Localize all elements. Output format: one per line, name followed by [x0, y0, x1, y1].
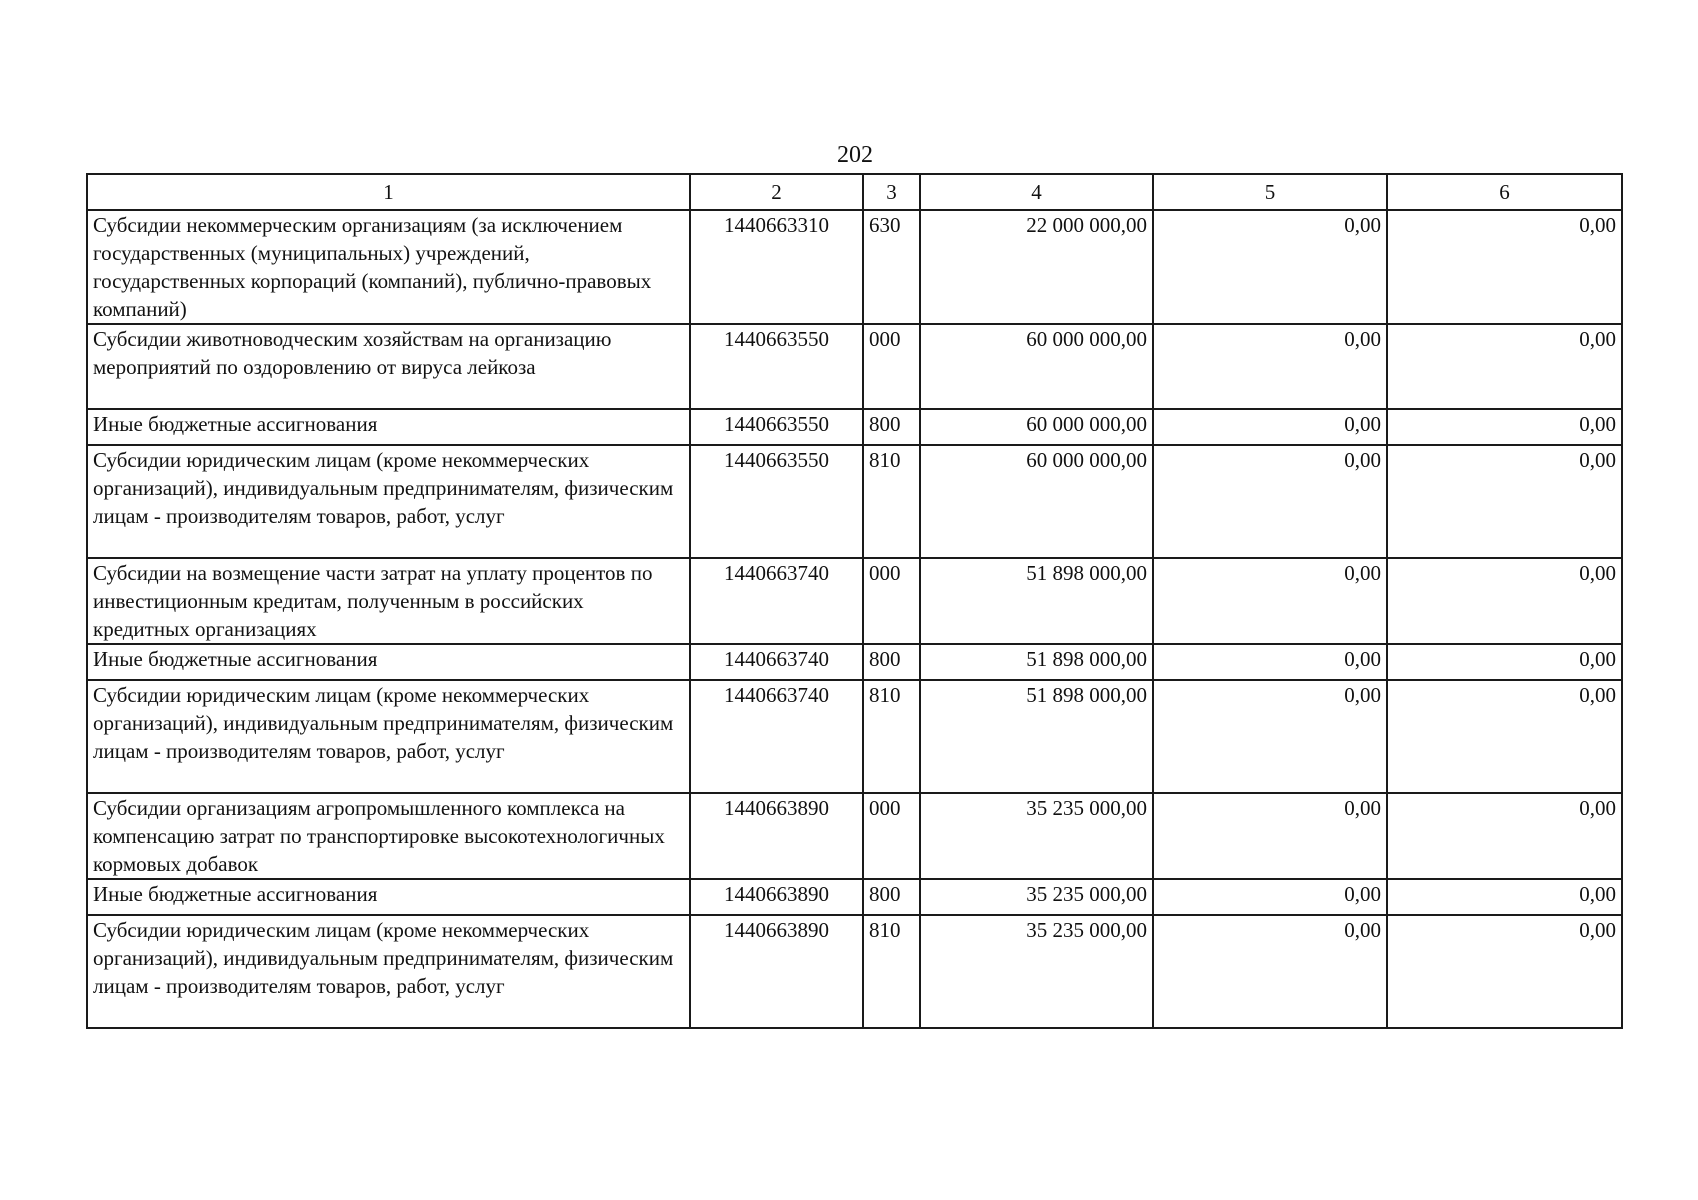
row-target-code: 1440663310 [690, 210, 863, 324]
row-description: Субсидии организациям агропромышленного комплекса на компенсацию затрат по транспортировке высокотехнологичных кормовых добавок [87, 793, 690, 879]
row-target-code: 1440663740 [690, 680, 863, 793]
row-description: Субсидии некоммерческим организациям (за исключением государственных (муниципальных) учреждений, государственных корпораций (компаний), публично-правовых компаний) [87, 210, 690, 324]
row-amount-col5: 0,00 [1153, 793, 1387, 879]
row-amount-col6: 0,00 [1387, 680, 1622, 793]
column-header-6: 6 [1387, 174, 1622, 210]
row-amount-col6: 0,00 [1387, 210, 1622, 324]
row-amount-col5: 0,00 [1153, 879, 1387, 915]
column-header-4: 4 [920, 174, 1153, 210]
row-expense-type: 000 [863, 324, 920, 409]
row-amount-col4: 35 235 000,00 [920, 915, 1153, 1028]
row-description: Субсидии животноводческим хозяйствам на организацию мероприятий по оздоровлению от вируса лейкоза [87, 324, 690, 409]
row-amount-col4: 60 000 000,00 [920, 409, 1153, 445]
column-header-2: 2 [690, 174, 863, 210]
table-row [87, 445, 1622, 558]
row-amount-col6: 0,00 [1387, 445, 1622, 558]
row-target-code: 1440663550 [690, 324, 863, 409]
row-target-code: 1440663890 [690, 879, 863, 915]
table-row [87, 558, 1622, 644]
row-amount-col6: 0,00 [1387, 915, 1622, 1028]
row-description: Субсидии юридическим лицам (кроме некоммерческих организаций), индивидуальным предпринимателям, физическим лицам - производителям товаров, работ, услуг [87, 915, 690, 1028]
row-amount-col4: 22 000 000,00 [920, 210, 1153, 324]
page-number: 202 [837, 142, 873, 168]
row-target-code: 1440663550 [690, 445, 863, 558]
row-amount-col6: 0,00 [1387, 558, 1622, 644]
row-description: Субсидии юридическим лицам (кроме некоммерческих организаций), индивидуальным предпринимателям, физическим лицам - производителям товаров, работ, услуг [87, 445, 690, 558]
table-row [87, 210, 1622, 324]
row-amount-col4: 60 000 000,00 [920, 445, 1153, 558]
row-target-code: 1440663890 [690, 915, 863, 1028]
row-description: Иные бюджетные ассигнования [87, 644, 690, 680]
table-row [87, 409, 1622, 445]
row-expense-type: 000 [863, 558, 920, 644]
row-amount-col4: 51 898 000,00 [920, 680, 1153, 793]
row-expense-type: 800 [863, 644, 920, 680]
column-header-3: 3 [863, 174, 920, 210]
row-expense-type: 810 [863, 680, 920, 793]
column-header-1: 1 [87, 174, 690, 210]
row-amount-col5: 0,00 [1153, 210, 1387, 324]
table-row [87, 644, 1622, 680]
table-header-row [87, 174, 1622, 210]
row-expense-type: 000 [863, 793, 920, 879]
row-amount-col6: 0,00 [1387, 324, 1622, 409]
row-amount-col5: 0,00 [1153, 558, 1387, 644]
row-description: Иные бюджетные ассигнования [87, 879, 690, 915]
row-target-code: 1440663890 [690, 793, 863, 879]
row-description: Субсидии юридическим лицам (кроме некоммерческих организаций), индивидуальным предпринимателям, физическим лицам - производителям товаров, работ, услуг [87, 680, 690, 793]
row-target-code: 1440663550 [690, 409, 863, 445]
row-amount-col4: 60 000 000,00 [920, 324, 1153, 409]
row-amount-col4: 51 898 000,00 [920, 644, 1153, 680]
row-amount-col6: 0,00 [1387, 879, 1622, 915]
row-amount-col5: 0,00 [1153, 644, 1387, 680]
row-amount-col5: 0,00 [1153, 680, 1387, 793]
row-expense-type: 810 [863, 445, 920, 558]
row-amount-col6: 0,00 [1387, 409, 1622, 445]
row-description: Субсидии на возмещение части затрат на уплату процентов по инвестиционным кредитам, полученным в российских кредитных организациях [87, 558, 690, 644]
row-amount-col4: 35 235 000,00 [920, 793, 1153, 879]
table-row [87, 915, 1622, 1028]
table-row [87, 680, 1622, 793]
row-amount-col4: 35 235 000,00 [920, 879, 1153, 915]
row-amount-col5: 0,00 [1153, 324, 1387, 409]
row-expense-type: 800 [863, 879, 920, 915]
column-header-5: 5 [1153, 174, 1387, 210]
row-expense-type: 630 [863, 210, 920, 324]
table-row [87, 324, 1622, 409]
row-amount-col5: 0,00 [1153, 409, 1387, 445]
row-target-code: 1440663740 [690, 558, 863, 644]
row-target-code: 1440663740 [690, 644, 863, 680]
row-description: Иные бюджетные ассигнования [87, 409, 690, 445]
row-amount-col6: 0,00 [1387, 793, 1622, 879]
row-amount-col6: 0,00 [1387, 644, 1622, 680]
row-amount-col5: 0,00 [1153, 445, 1387, 558]
budget-table [86, 173, 1623, 1029]
table-row [87, 879, 1622, 915]
table-row [87, 793, 1622, 879]
row-expense-type: 810 [863, 915, 920, 1028]
row-amount-col4: 51 898 000,00 [920, 558, 1153, 644]
row-expense-type: 800 [863, 409, 920, 445]
row-amount-col5: 0,00 [1153, 915, 1387, 1028]
